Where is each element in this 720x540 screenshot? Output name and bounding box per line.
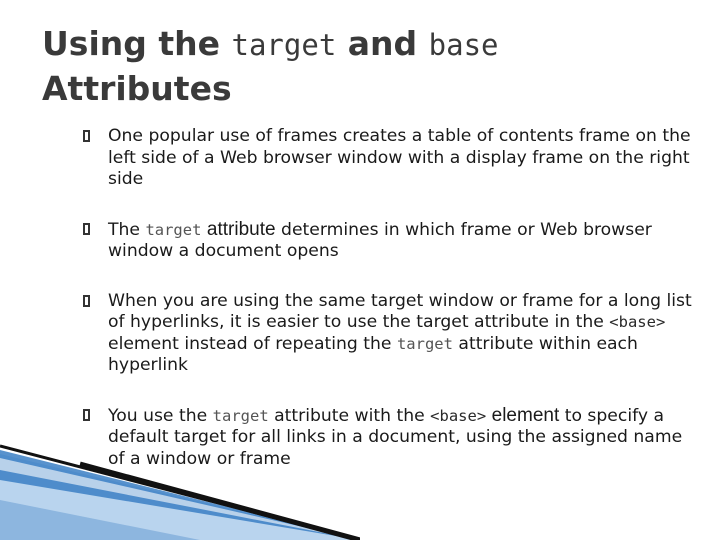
- bullet-1-text: One popular use of frames creates a table of contents frame on the left side of a Web browser window with a display frame on the right side: [108, 126, 691, 189]
- bullet-item-2: [82, 219, 702, 263]
- bullet-4-post: to specify a default target for all links in a document, using the assigned name of a window or frame: [108, 405, 683, 469]
- bullet-4-code1: target: [212, 406, 269, 425]
- title-code-target: target: [231, 28, 337, 62]
- box-bullet-icon: [82, 408, 91, 422]
- box-bullet-icon: [82, 222, 91, 236]
- bullet-4-word: element: [491, 404, 560, 426]
- box-bullet-icon: [82, 129, 91, 143]
- box-bullet-icon: [82, 294, 91, 308]
- bullet-4-mid1: attribute with the: [274, 405, 425, 426]
- bullet-2-word: attribute: [206, 218, 276, 240]
- title-part2: and: [347, 24, 418, 63]
- bullet-3-pre: When you are using the same target window or frame for a long list of hyperlinks, it is easier to use the target attribute in the: [108, 290, 692, 332]
- bullet-3-post: attribute within each hyperlink: [108, 333, 638, 375]
- bullet-list: [82, 126, 702, 470]
- decorative-corner-swoosh: [0, 440, 360, 540]
- title-code-base: base: [428, 28, 499, 62]
- title-part1: Using the: [42, 24, 221, 63]
- bullet-2-pre: The: [108, 219, 140, 240]
- title-line2: Attributes: [42, 69, 232, 108]
- bullet-item-3: [82, 291, 702, 377]
- bullet-4-code2: <base>: [430, 406, 487, 425]
- bullet-3-code2: target: [396, 334, 453, 353]
- bullet-3-code1: <base>: [609, 313, 666, 331]
- bullet-4-pre: You use the: [108, 405, 208, 426]
- bullet-2-code: target: [145, 220, 202, 239]
- bullet-2-post: determines in which frame or Web browser window a document opens: [108, 219, 652, 261]
- bullet-item-1: [82, 126, 702, 191]
- page-title: [42, 22, 682, 111]
- bullet-3-mid: element instead of repeating the: [108, 333, 392, 354]
